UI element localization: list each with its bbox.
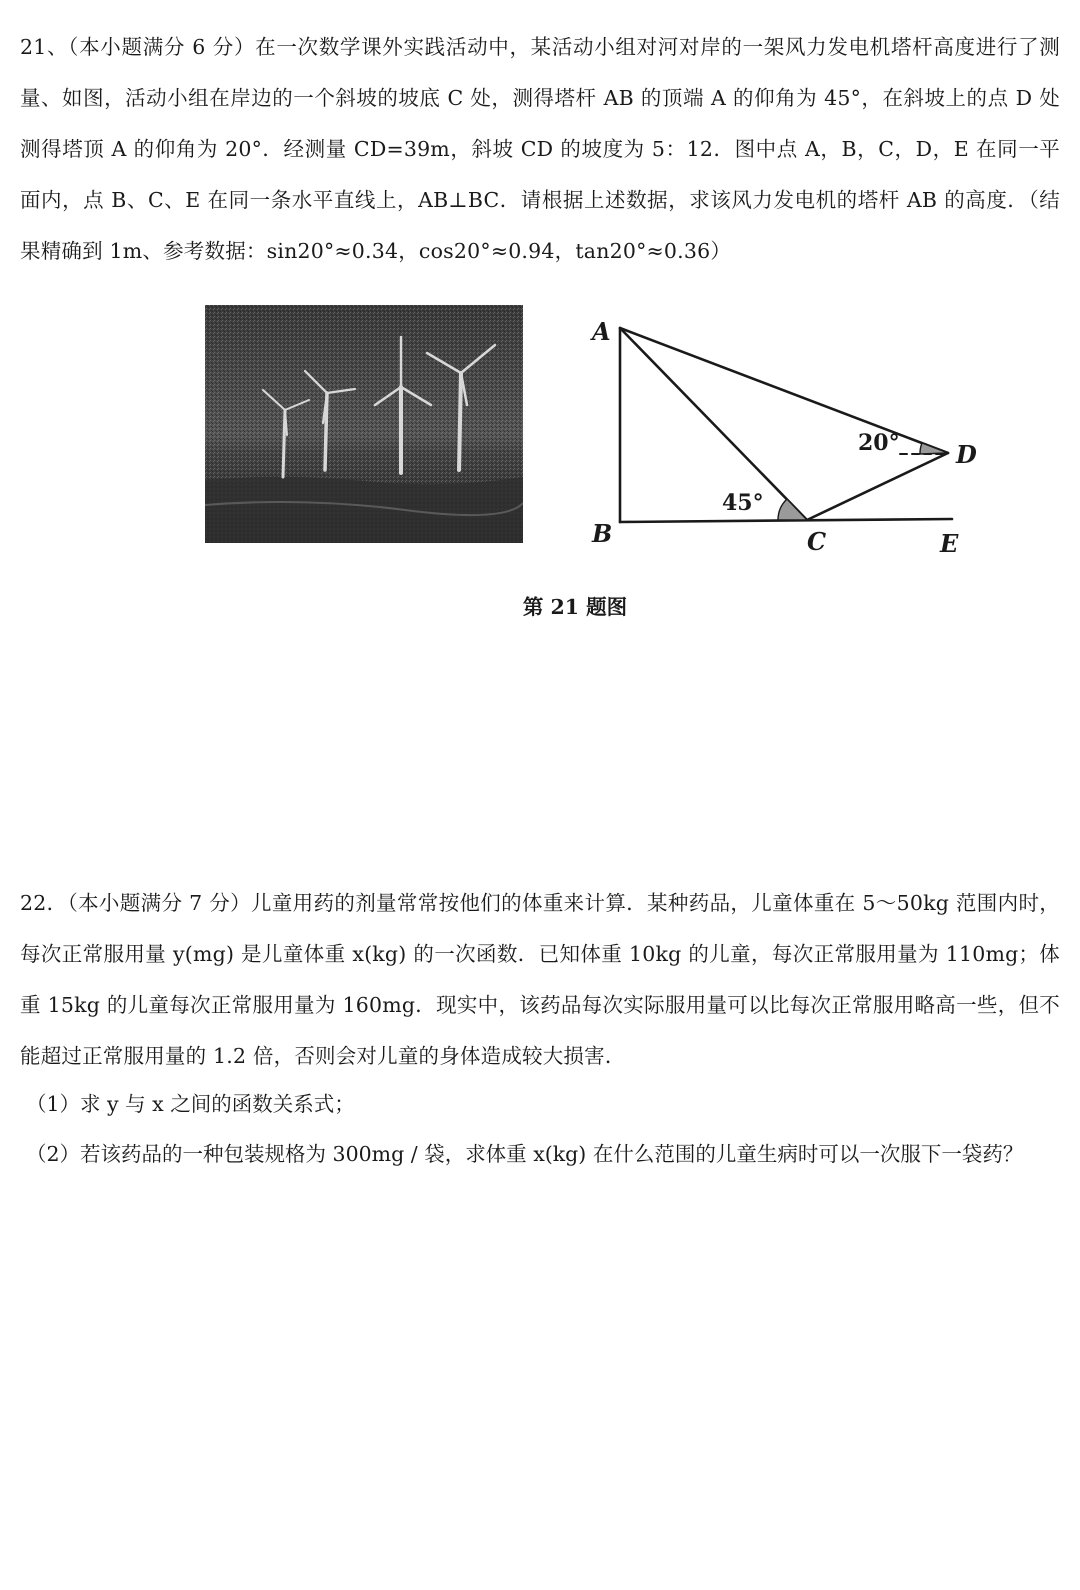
angle-label-20: 20° — [858, 430, 900, 456]
label-e: E — [940, 529, 959, 558]
label-a: A — [592, 317, 611, 346]
question-22-part-2: （2）若该药品的一种包装规格为 300mg / 袋，求体重 x(kg) 在什么范围的儿童生病时可以一次服下一袋药？ — [26, 1142, 1024, 1166]
label-c: C — [807, 527, 827, 556]
label-b: B — [592, 519, 613, 548]
segment-cd — [807, 453, 948, 520]
angle-label-45: 45° — [722, 490, 764, 516]
figure-caption: 第 21 题图 — [522, 595, 628, 619]
question-22-part-1: （1）求 y 与 x 之间的函数关系式； — [26, 1092, 355, 1116]
angle-mark-d — [920, 443, 948, 454]
angle-mark-c — [778, 499, 807, 520]
question-22-text: 22．（本小题满分 7 分）儿童用药的剂量常常按他们的体重来计算．某种药品，儿童体重在 5～50kg 范围内时，每次正常服用量 y(mg) 是儿童体重 x(kg) 的一次函数．已知体重 10kg 的儿童，每次正常服用量为 110mg；体重 15kg 的儿童每次正常服用量为 160mg．现实中，该药品每次实际服用量可以比每次正常服用略高一些，但不能超过正常服用量的 1.2 倍，否则会对儿童的身体造成较大损害． — [20, 891, 1060, 1068]
segment-ac — [620, 328, 807, 520]
question-21-text: 21、（本小题满分 6 分）在一次数学课外实践活动中，某活动小组对河对岸的一架风力发电机塔杆高度进行了测量、如图，活动小组在岸边的一个斜坡的坡底 C 处，测得塔杆 AB 的顶端 A 的仰角为 45°，在斜坡上的点 D 处测得塔顶 A 的仰角为 20°．经测量 CD=39m，斜坡 CD 的坡度为 5：12．图中点 A，B，C，D，E 在同一平面内，点 B、C、E 在同一条水平直线上，AB⊥BC．请根据上述数据，求该风力发电机的塔杆 AB 的高度．（结果精确到 1m、参考数据：sin20°≈0.34，cos20°≈0.94，tan20°≈0.36） — [20, 35, 1060, 263]
geometry-diagram — [570, 300, 1000, 570]
wind-turbine-photo — [205, 305, 523, 543]
label-d: D — [956, 440, 977, 469]
